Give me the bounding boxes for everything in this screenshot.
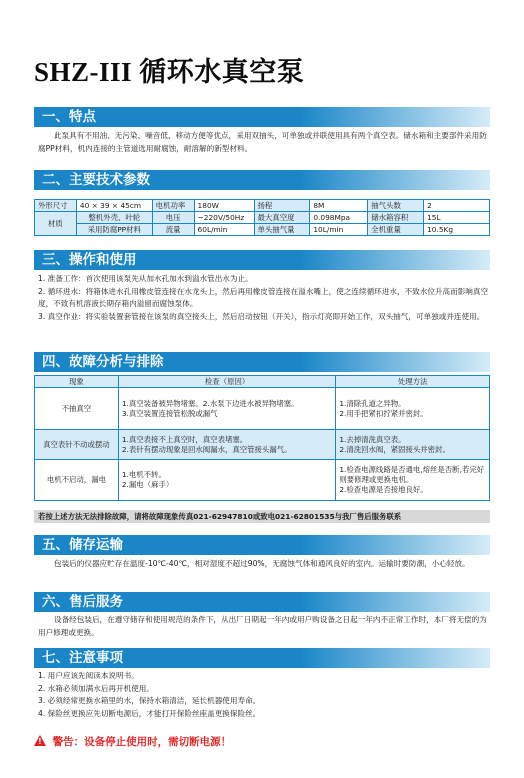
service-text: 设备经包装后，在遵守储存和使用规范的条件下，从出厂日期起一年内或用户购设备之日起一年内不正常工作时，本厂将无偿的为用户修理或更换。	[38, 615, 487, 637]
features-text: 此泵具有不用油、无污染、噪音低、移动方便等优点，采用双抽头，可单独或并联使用具有两个真空表。储水箱和主要部件采用防腐PP材料，机内连接的主管道选用耐腐蚀，耐溶解的新型材料。	[38, 131, 487, 153]
note-item: 4. 保险丝更换应先切断电源后，才能打开保险丝座盖更换保险丝。	[38, 708, 261, 718]
table-row	[35, 430, 490, 460]
service-notice: 若按上述方法无法排除故障，请将故障现象传真021-62947810或致电021-62801535与我厂售后服务联系	[34, 510, 490, 523]
warning-text: 警告：设备停止使用时，需切断电源！	[52, 736, 232, 748]
spec-cell: 60L/min	[194, 224, 254, 236]
specs-table	[34, 199, 490, 236]
spec-cell: 抽气头数	[368, 200, 424, 212]
section-heading-operation: 三、操作和使用	[34, 250, 490, 270]
spec-cell: 材质	[35, 212, 77, 236]
faults-table	[34, 375, 490, 501]
spec-cell: 0.098Mpa	[310, 212, 368, 224]
spec-cell: 8M	[310, 200, 368, 212]
spec-cell: 10L/min	[310, 224, 368, 236]
faults-header-row	[35, 376, 490, 388]
table-row	[35, 388, 490, 430]
spec-cell: 180W	[194, 200, 254, 212]
operation-list	[38, 273, 490, 323]
table-row	[35, 460, 490, 501]
fault-fixes: 1.去掉清洗真空表。 2.清洗回水阀，紧固接头并密封。	[336, 430, 490, 460]
spec-cell: 10.5Kg	[424, 224, 490, 236]
section-heading-service: 六、售后服务	[34, 592, 490, 612]
specs-row	[35, 224, 490, 236]
spec-cell: ~220V/50Hz	[194, 212, 254, 224]
fault-fixes: 1.检查电源线路是否通电,熔丝是否断,若完好则要修理或更换电机。 2.检查电源是否接地良好。	[336, 460, 490, 501]
fault-phenomenon: 电机不启动，漏电	[35, 460, 119, 501]
specs-row	[35, 212, 490, 224]
spec-cell: 单头抽气量	[254, 224, 310, 236]
spec-cell: 扬程	[254, 200, 310, 212]
warning-line	[34, 734, 231, 749]
operation-item: 3. 真空作业：将实验装置套管接在该泵的真空接头上，然后启动按钮（开关），指示灯亮即开始工作，双头抽气，可单独或并连使用。	[38, 311, 485, 321]
warning-triangle-icon: !	[34, 735, 46, 746]
spec-cell: 2	[424, 200, 490, 212]
fault-phenomenon: 真空表针不动或摆动	[35, 430, 119, 460]
section-heading-storage: 五、储存运输	[34, 535, 490, 555]
notes-list	[38, 670, 490, 720]
note-item: 1. 用户应该先阅读本说明书。	[38, 671, 139, 680]
faults-header: 处理方法	[336, 376, 490, 388]
note-item: 2. 水箱必须加满水后再开机使用。	[38, 683, 154, 693]
fault-causes: 1.真空装备被异物堵塞。2.水泵下边进水被异物堵塞。 3.真空装置连接管松脱或漏气	[118, 388, 335, 430]
storage-text: 包装后的仪器应贮存在温度-10℃-40℃，相对湿度不超过90%，无腐蚀气体和通风良好的室内。运输时要防潮，小心轻放。	[54, 559, 470, 568]
spec-cell: 储水箱容积	[368, 212, 424, 224]
page-title: SHZ-III 循环水真空泵	[34, 57, 305, 87]
faults-header: 检查（原因）	[118, 376, 335, 388]
spec-cell: 15L	[424, 212, 490, 224]
faults-header: 现象	[35, 376, 119, 388]
spec-cell: 电机功率	[152, 200, 194, 212]
fault-causes: 1.真空表接不上真空时，真空表堵塞。 2.表针有摆动现象是回水阀漏水，真空管接头漏气。	[118, 430, 335, 460]
note-item: 3. 必须经常更换水箱里的水，保持水箱清洁，延长机器使用寿命。	[38, 696, 261, 705]
specs-row	[35, 200, 490, 212]
fault-fixes: 1.清除孔道之异物。 2.用手把紧扣拧紧并密封。	[336, 388, 490, 430]
section-heading-notes: 七、注意事项	[34, 648, 490, 668]
section-heading-faults: 四、故障分析与排除	[34, 352, 490, 372]
section-heading-specs: 二、主要技术参数	[34, 170, 490, 190]
spec-cell: 全机重量	[368, 224, 424, 236]
spec-cell: 采用防腐PP材料	[76, 224, 152, 236]
spec-cell: 最大真空度	[254, 212, 310, 224]
spec-cell: 外形尺寸	[35, 200, 77, 212]
fault-phenomenon: 不抽真空	[35, 388, 119, 430]
spec-cell: 整机外壳、叶轮	[76, 212, 152, 224]
fault-causes: 1.电机不转。 2.漏电（麻手）	[118, 460, 335, 501]
spec-cell: 电压	[152, 212, 194, 224]
operation-item: 2. 循环进水：将箱体进水孔用橡皮管连接在水龙头上，然后再用橡皮管连接在溢水嘴上，使之连续循环进水，不致水位升高而影响真空度，不致有机溶液长期存箱内溢留而腐蚀泵体。	[38, 286, 489, 308]
section-heading-features: 一、特点	[34, 107, 490, 127]
spec-cell: 40 × 39 × 45cm	[76, 200, 152, 212]
operation-item: 1. 准备工作：首次使用该泵先从加水孔加水到溢水管出水为止。	[38, 274, 253, 283]
spec-cell: 流量	[152, 224, 194, 236]
